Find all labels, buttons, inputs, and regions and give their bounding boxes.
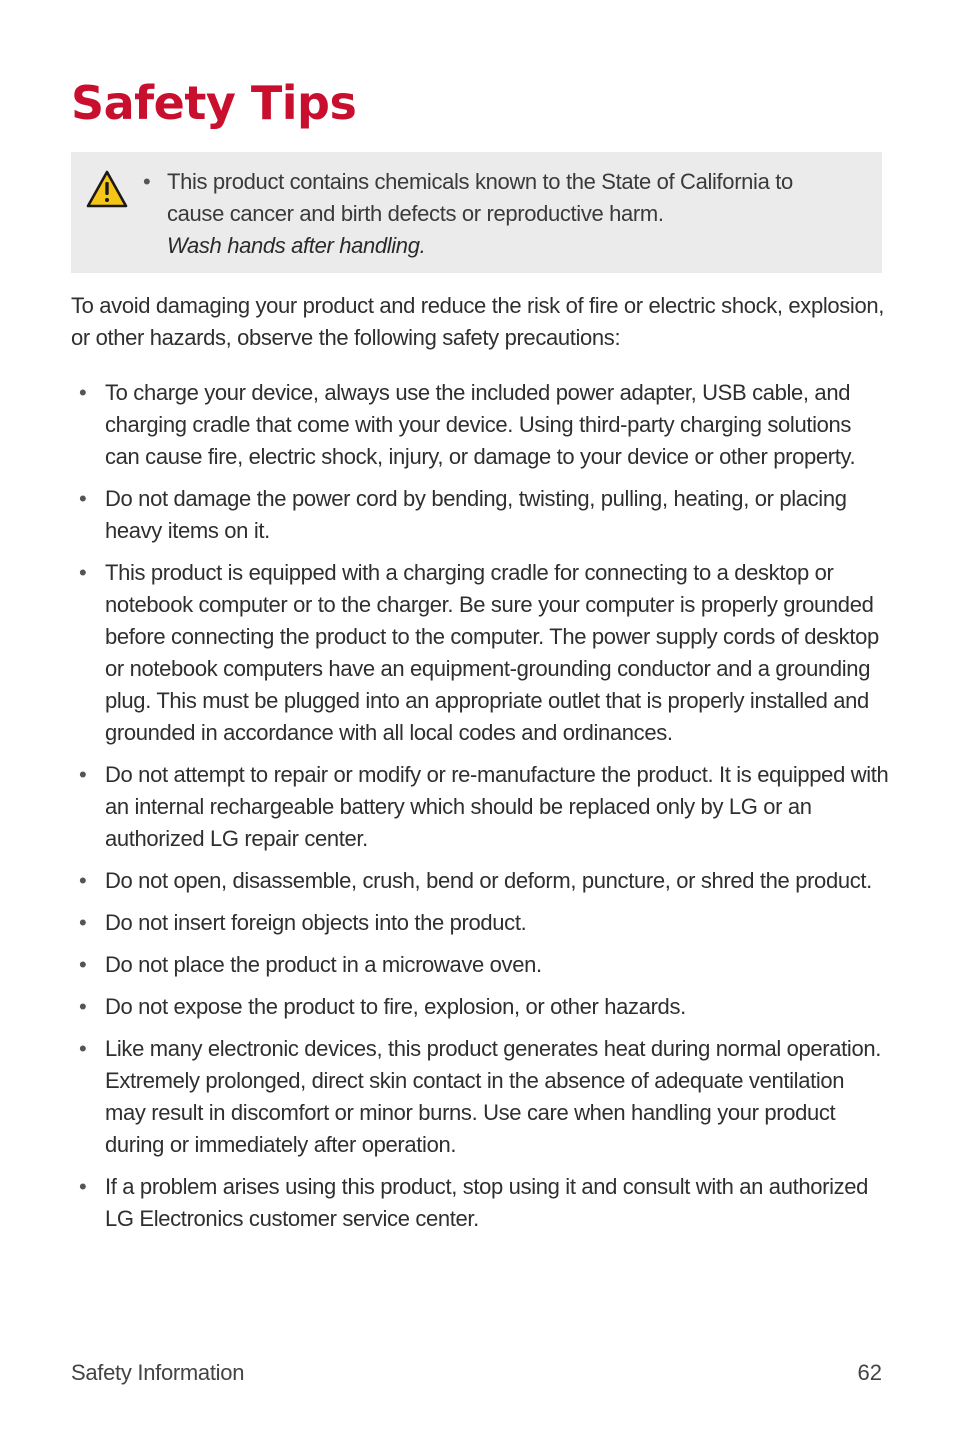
- list-item-text: Do not place the product in a microwave oven.: [105, 952, 542, 977]
- warning-triangle-icon: [85, 169, 129, 209]
- bullet: •: [79, 910, 87, 935]
- list-item: [79, 377, 889, 473]
- intro-paragraph: To avoid damaging your product and reduce the risk of fire or electric shock, explosion, or other hazards, observe the following safety precautions:: [71, 293, 884, 350]
- bullet: •: [79, 994, 87, 1019]
- list-item: [79, 1033, 889, 1161]
- warning-box: [71, 152, 882, 273]
- warning-list: [143, 166, 843, 262]
- bullet: •: [79, 560, 87, 585]
- bullet: •: [79, 1036, 87, 1061]
- list-item: [79, 907, 889, 939]
- list-item-text: To charge your device, always use the included power adapter, USB cable, and charging cradle that come with your device. Using third-party charging solutions can cause fire, electric shock, injury, or damage to your device or other property.: [105, 380, 856, 469]
- warning-item: [143, 166, 843, 262]
- bullet: •: [79, 486, 87, 511]
- page-title: Safety Tips: [71, 76, 357, 130]
- list-item-text: If a problem arises using this product, stop using it and consult with an authorized LG Electronics customer service center.: [105, 1174, 869, 1231]
- list-item: [79, 865, 889, 897]
- list-item: [79, 1171, 889, 1235]
- bullet: •: [79, 952, 87, 977]
- bullet: •: [79, 380, 87, 405]
- list-item-text: Do not open, disassemble, crush, bend or deform, puncture, or shred the product.: [105, 868, 872, 893]
- footer-section-title: Safety Information: [71, 1360, 245, 1385]
- list-item-text: This product is equipped with a charging cradle for connecting to a desktop or notebook computer or to the charger. Be sure your computer is properly grounded before connecting the product to the computer. The power supply cords of desktop or notebook computers have an equipment-grounding conductor and a grounding plug. This must be plugged into an appropriate outlet that is properly installed and grounded in accordance with all local codes and ordinances.: [105, 560, 879, 745]
- bullet: •: [79, 762, 87, 787]
- list-item-text: Do not damage the power cord by bending, twisting, pulling, heating, or placing heavy items on it.: [105, 486, 847, 543]
- page-number: 62: [857, 1360, 882, 1385]
- bullet: •: [143, 169, 151, 194]
- list-item: [79, 949, 889, 981]
- list-item: [79, 557, 889, 749]
- warning-emphasis: Wash hands after handling.: [167, 233, 426, 258]
- list-item: [79, 759, 889, 855]
- bullet: •: [79, 1174, 87, 1199]
- bullet: •: [79, 868, 87, 893]
- list-item: [79, 483, 889, 547]
- list-item-text: Do not insert foreign objects into the product.: [105, 910, 527, 935]
- list-item-text: Do not expose the product to fire, explosion, or other hazards.: [105, 994, 686, 1019]
- list-item-text: Like many electronic devices, this product generates heat during normal operation. Extremely prolonged, direct skin contact in the absence of adequate ventilation may result in discomfort or minor burns. Use care when handling your product during or immediately after operation.: [105, 1036, 881, 1157]
- precautions-list: [79, 377, 889, 1245]
- list-item: [79, 991, 889, 1023]
- warning-text: This product contains chemicals known to the State of California to cause cancer and birth defects or reproductive harm.: [167, 169, 793, 226]
- list-item-text: Do not attempt to repair or modify or re-manufacture the product. It is equipped with an internal rechargeable battery which should be replaced only by LG or an authorized LG repair center.: [105, 762, 889, 851]
